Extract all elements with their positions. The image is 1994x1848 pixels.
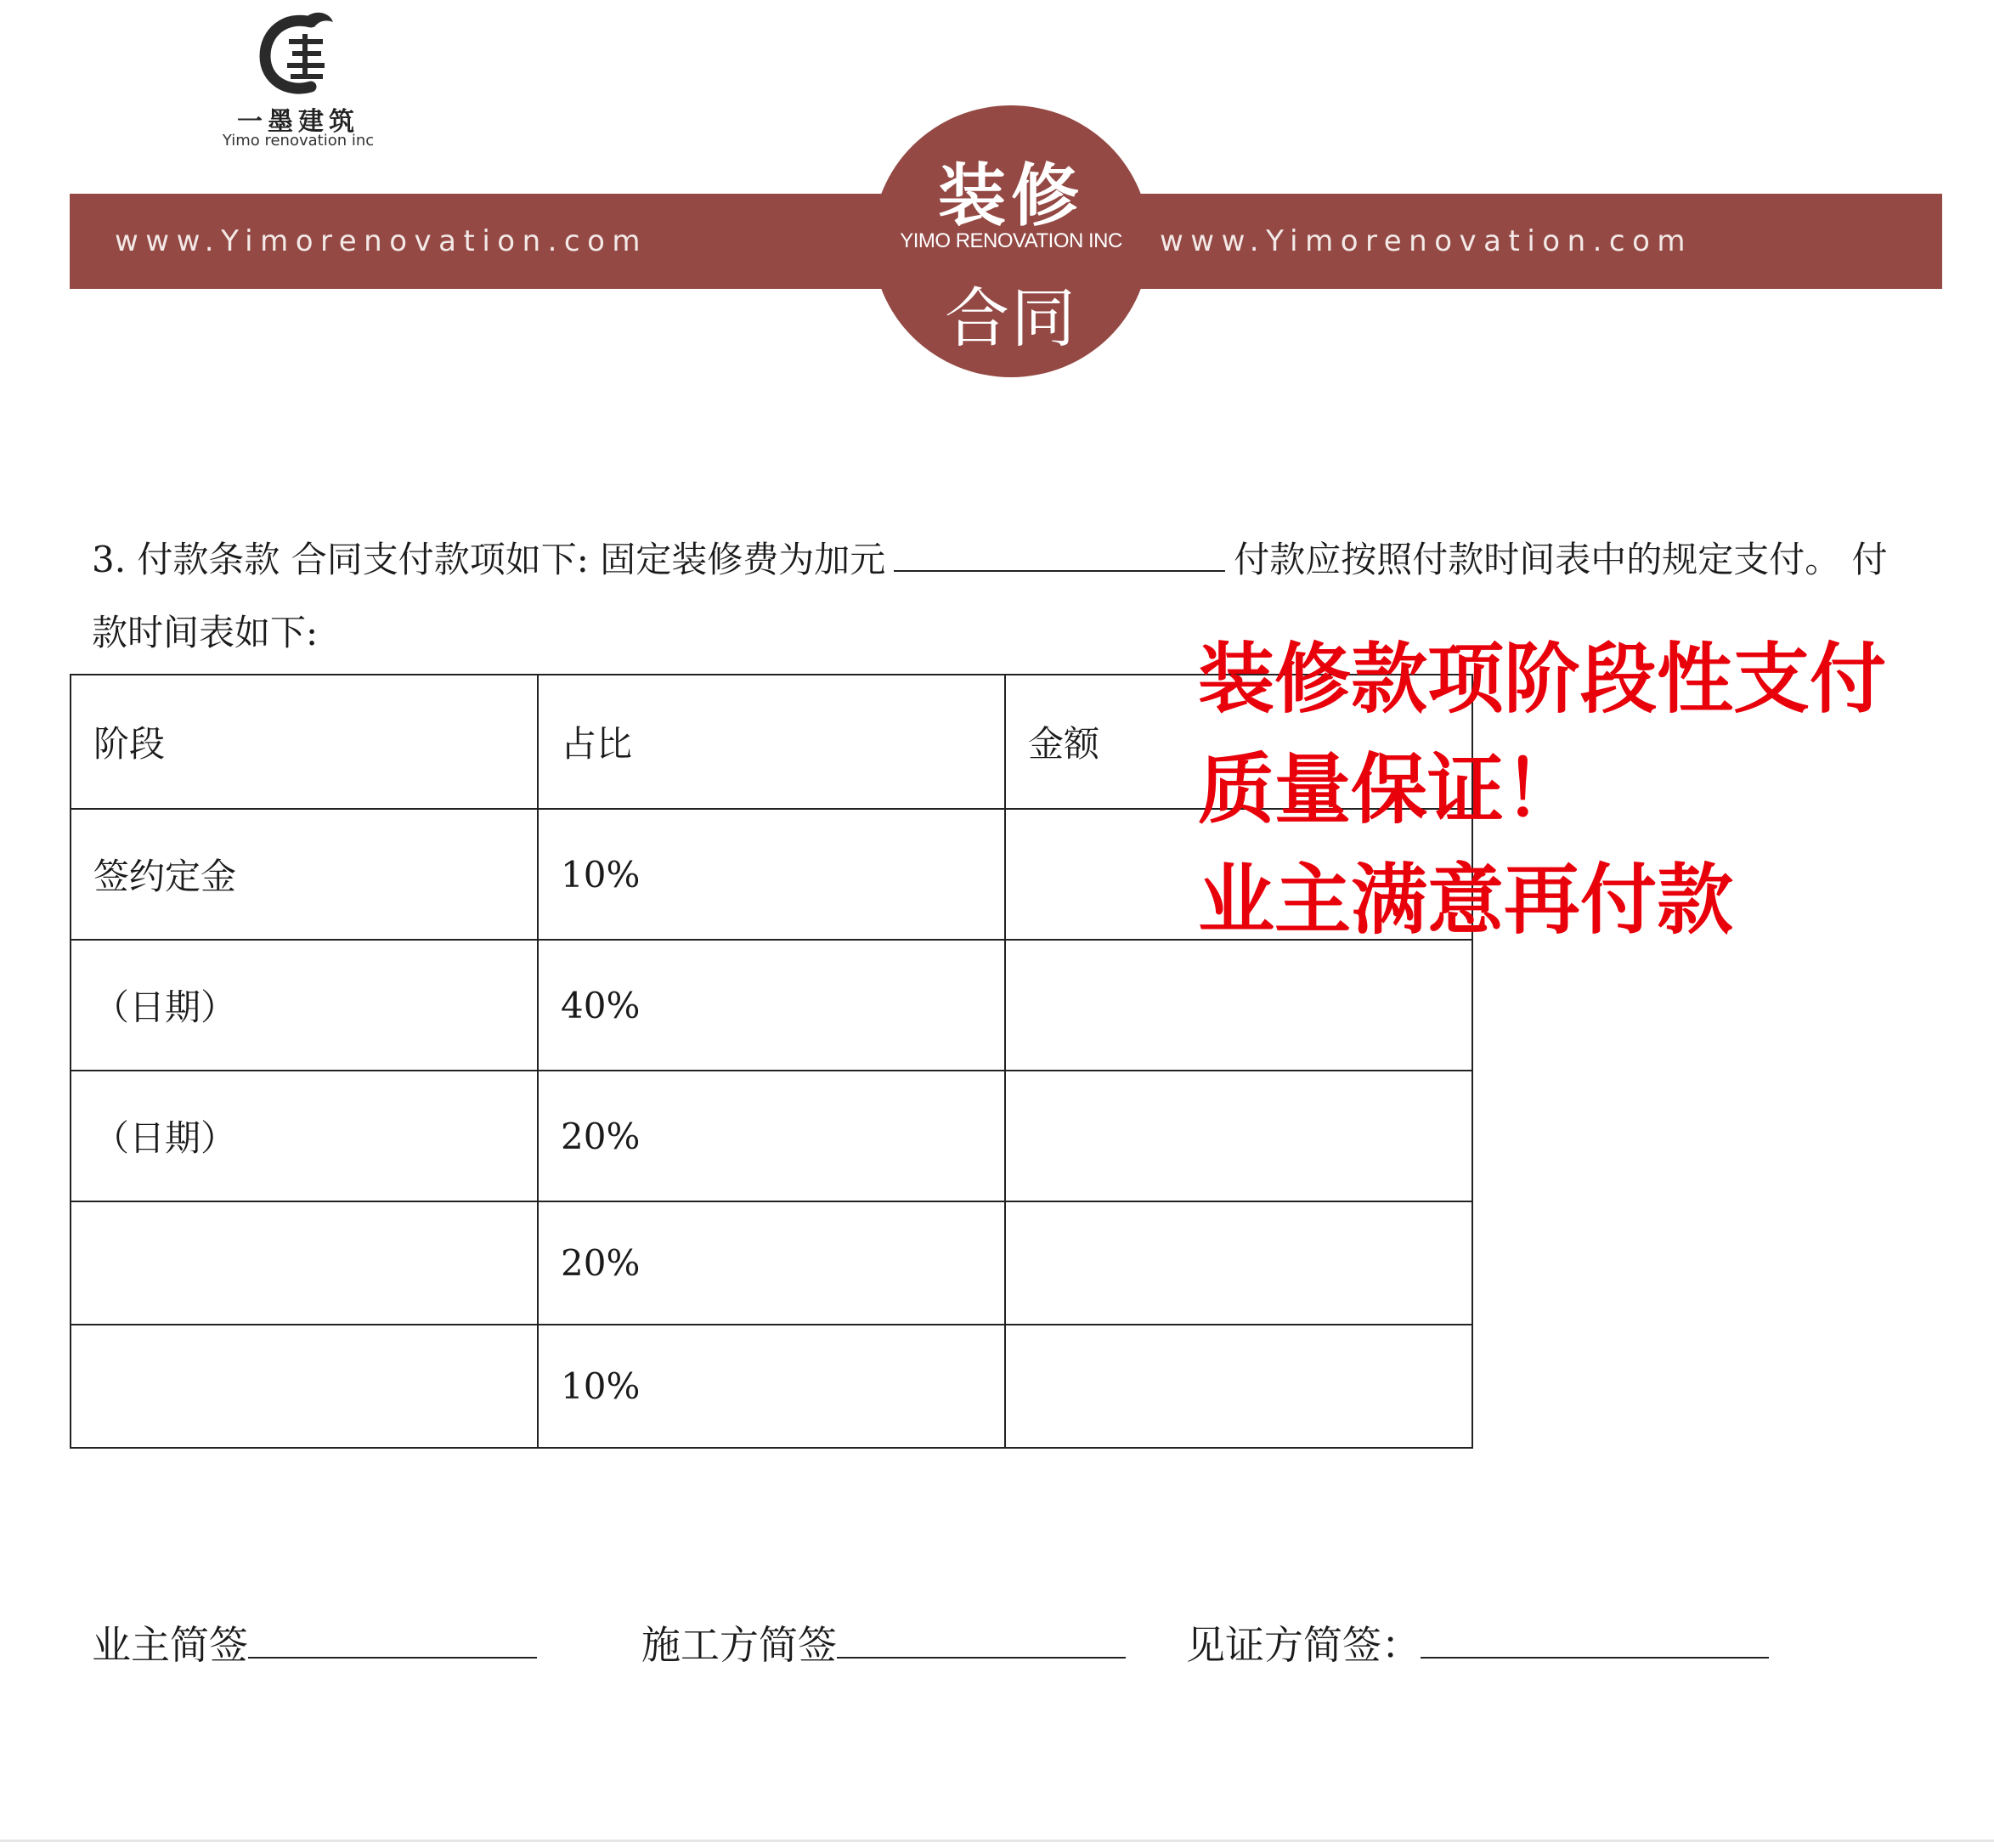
seal-title-top: 装修 xyxy=(938,155,1084,235)
clause-text-part2: 付款应按照付款时间表中的规定支付。 付款时间表如下: xyxy=(92,539,1888,653)
builder-signature-line xyxy=(837,1623,1126,1659)
promo-line-3: 业主满意再付款 xyxy=(1198,856,1733,945)
header-amount: 金额 xyxy=(1005,675,1472,809)
ratio-cell: 10% xyxy=(538,809,1005,940)
banner-url-left: www.Yimorenovation.com xyxy=(115,224,648,258)
contract-seal xyxy=(873,105,1150,377)
amount-cell xyxy=(1005,1325,1472,1448)
logo-chinese-name: 一墨建筑 xyxy=(237,107,359,137)
amount-cell xyxy=(1005,1071,1472,1201)
table-row xyxy=(71,1071,1472,1201)
owner-signature-label: 业主简签 xyxy=(92,1622,248,1668)
stage-cell: （日期） xyxy=(71,940,538,1071)
ratio-cell: 40% xyxy=(538,940,1005,1071)
table-row xyxy=(71,1325,1472,1448)
witness-signature-label: 见证方简签： xyxy=(1186,1622,1421,1668)
witness-signature-line xyxy=(1421,1623,1769,1659)
amount-cell xyxy=(1005,1201,1472,1325)
amount-cell xyxy=(1005,940,1472,1071)
table-row xyxy=(71,1201,1472,1325)
logo-english-name: Yimo renovation inc xyxy=(222,132,375,150)
promo-callout xyxy=(1198,624,1886,956)
banner-url-right: www.Yimorenovation.com xyxy=(1160,224,1693,258)
dragon-emblem-icon xyxy=(251,7,345,100)
stage-cell xyxy=(71,1325,538,1448)
promo-line-1: 装修款项阶段性支付 xyxy=(1198,635,1886,724)
builder-signature-label: 施工方简签 xyxy=(641,1622,837,1668)
ratio-cell: 20% xyxy=(538,1201,1005,1325)
ratio-cell: 10% xyxy=(538,1325,1005,1448)
company-logo xyxy=(201,7,396,150)
seal-company-name: YIMO RENOVATION INC xyxy=(900,229,1122,252)
clause-text-part1: 3. 付款条款 合同支付款项如下: 固定装修费为加元 xyxy=(92,539,886,580)
stage-cell: 签约定金 xyxy=(71,809,538,940)
owner-signature-line xyxy=(248,1623,537,1659)
ratio-cell: 20% xyxy=(538,1071,1005,1201)
table-row xyxy=(71,940,1472,1071)
header-ratio: 占比 xyxy=(538,675,1005,809)
promo-line-2: 质量保证！ xyxy=(1198,745,1580,834)
builder-signature xyxy=(641,1614,1126,1670)
bottom-divider xyxy=(0,1840,1994,1842)
witness-signature xyxy=(1186,1614,1769,1670)
fee-blank-line xyxy=(894,541,1225,572)
owner-signature xyxy=(92,1614,537,1670)
stage-cell xyxy=(71,1201,538,1325)
stage-cell: （日期） xyxy=(71,1071,538,1201)
seal-title-bottom: 合同 xyxy=(945,280,1077,356)
header-stage: 阶段 xyxy=(71,675,538,809)
